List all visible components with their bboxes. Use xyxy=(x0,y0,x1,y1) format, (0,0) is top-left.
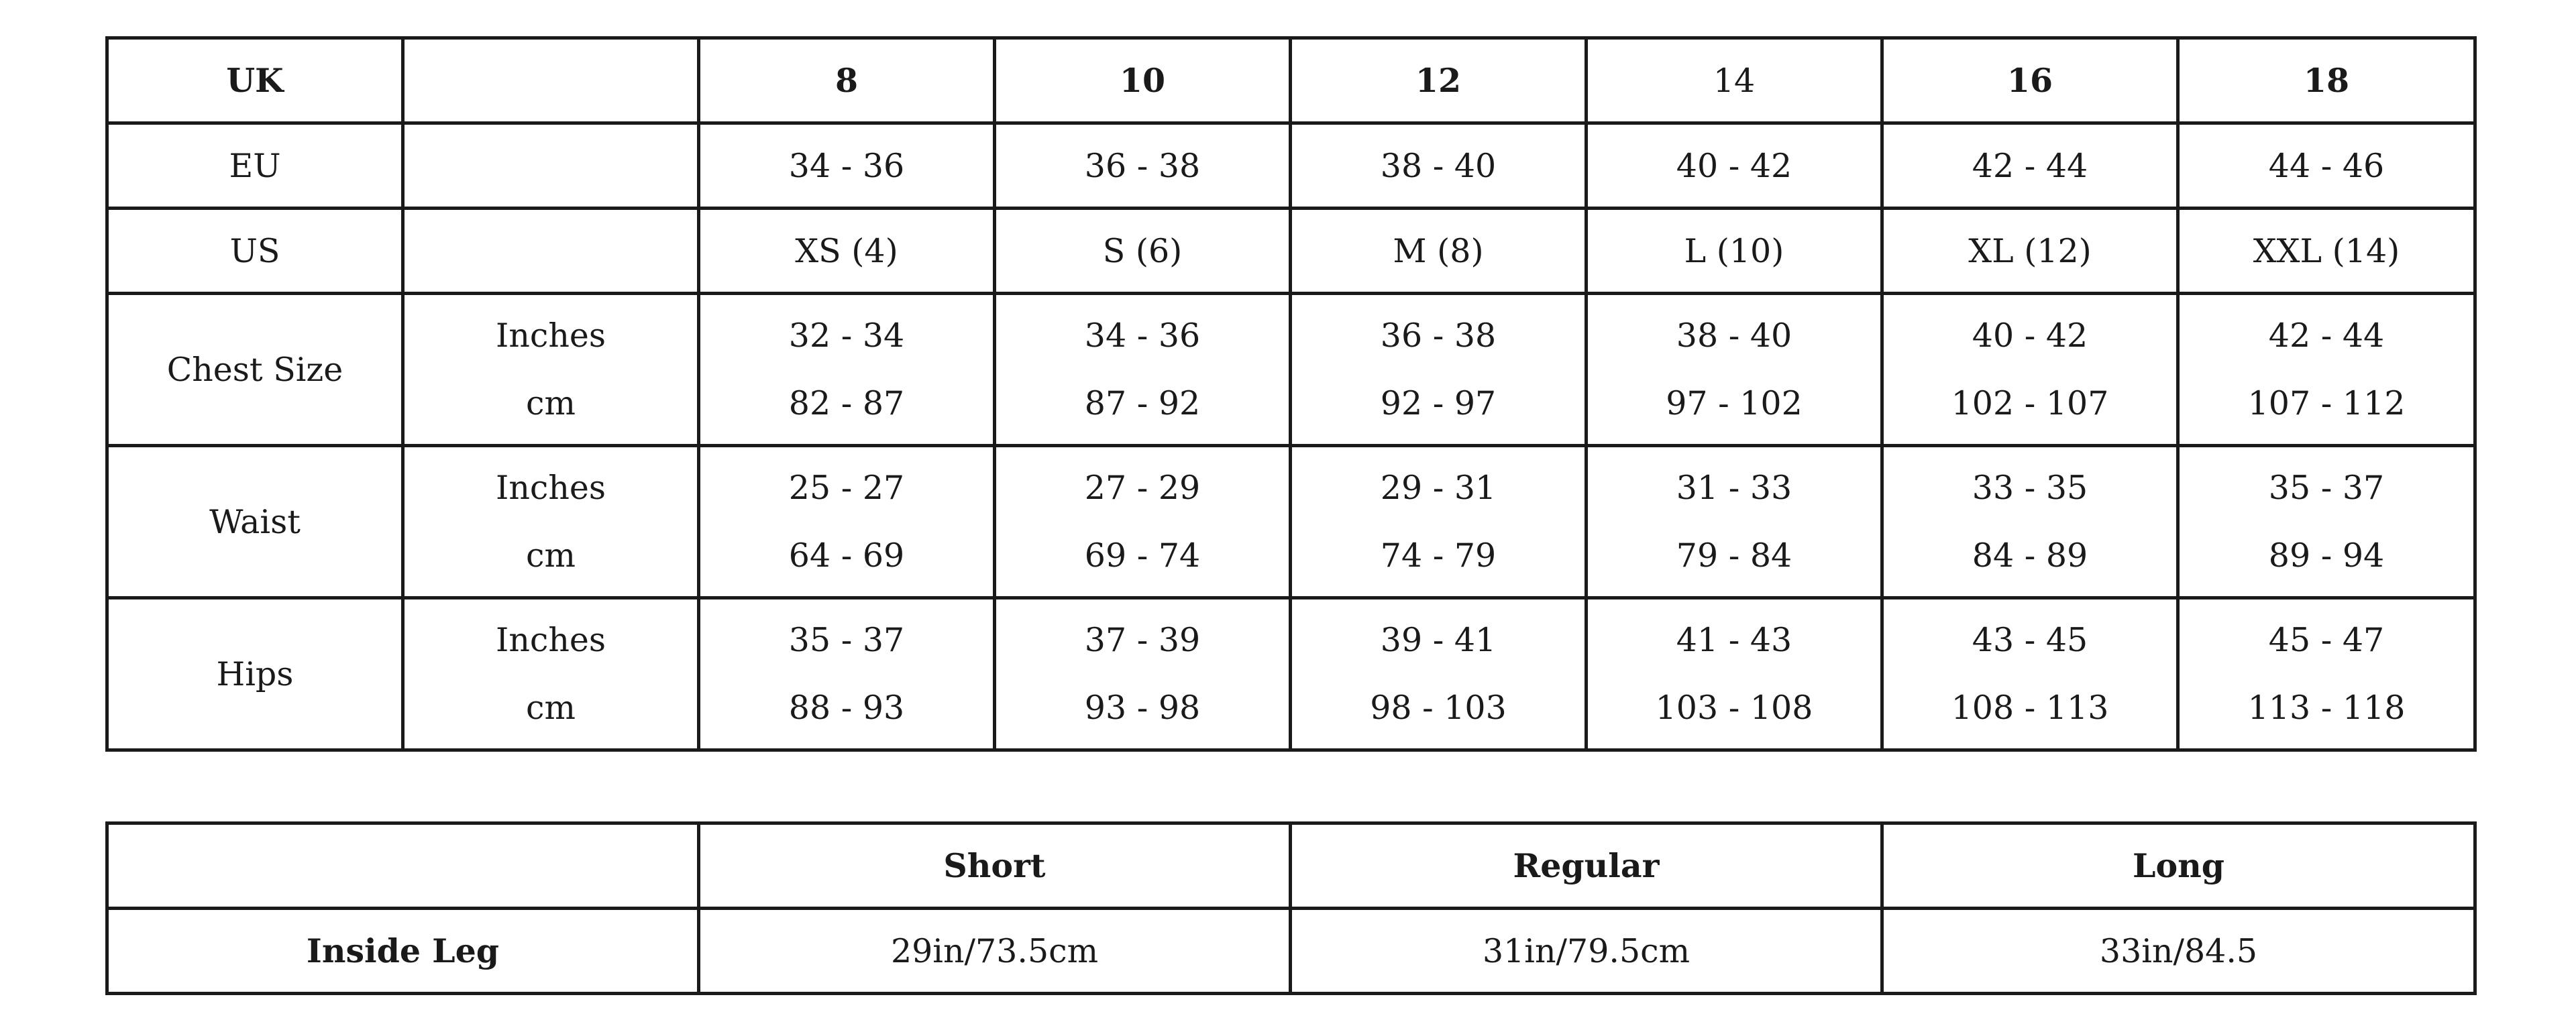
uk-size-8: 8 xyxy=(699,38,995,123)
cm-value: 107 - 112 xyxy=(2247,384,2406,422)
us-size-row xyxy=(107,209,2475,294)
cm-value: 97 - 102 xyxy=(1666,384,1803,422)
table-cell: 29in/73.5cm xyxy=(699,909,1291,994)
table-cell xyxy=(2178,294,2475,446)
leg-length-header-row xyxy=(107,823,2475,909)
inches-value: 34 - 36 xyxy=(1084,317,1201,355)
measurement-row xyxy=(107,598,2475,750)
inches-value: 39 - 41 xyxy=(1380,621,1497,659)
unit-cell xyxy=(403,446,699,598)
inches-value: 38 - 40 xyxy=(1676,317,1792,355)
unit-inches-label: Inches xyxy=(495,621,606,659)
unit-cell xyxy=(403,598,699,750)
inches-value: 40 - 42 xyxy=(1972,317,2088,355)
uk-size-18: 18 xyxy=(2178,38,2475,123)
inches-value: 37 - 39 xyxy=(1084,621,1201,659)
inches-value: 27 - 29 xyxy=(1084,469,1201,507)
leg-header-empty xyxy=(107,823,699,909)
unit-header xyxy=(403,38,699,123)
cm-value: 69 - 74 xyxy=(1084,536,1201,575)
table-cell xyxy=(1882,446,2178,598)
cm-value: 89 - 94 xyxy=(2268,536,2385,575)
table-cell: L (10) xyxy=(1587,209,1882,294)
unit-inches-label: Inches xyxy=(495,469,606,507)
cm-value: 88 - 93 xyxy=(788,689,905,727)
unit-cm-label: cm xyxy=(526,536,576,575)
cm-value: 108 - 113 xyxy=(1951,689,2109,727)
measurement-row xyxy=(107,446,2475,598)
unit-cm-label: cm xyxy=(526,384,576,422)
inches-value: 25 - 27 xyxy=(788,469,905,507)
table-cell: 34 - 36 xyxy=(699,123,995,209)
table-cell xyxy=(699,294,995,446)
inches-value: 41 - 43 xyxy=(1676,621,1792,659)
table-cell xyxy=(1882,294,2178,446)
table-cell: XS (4) xyxy=(699,209,995,294)
table-cell xyxy=(699,598,995,750)
table-cell: 40 - 42 xyxy=(1587,123,1882,209)
length-long: Long xyxy=(1882,823,2475,909)
uk-size-14: 14 xyxy=(1587,38,1882,123)
eu-label: EU xyxy=(107,123,403,209)
table-cell xyxy=(1882,598,2178,750)
table-cell xyxy=(1587,598,1882,750)
uk-size-12: 12 xyxy=(1291,38,1587,123)
inches-value: 36 - 38 xyxy=(1380,317,1497,355)
unit-cell xyxy=(403,294,699,446)
inches-value: 29 - 31 xyxy=(1380,469,1497,507)
table-cell xyxy=(1291,294,1587,446)
length-short: Short xyxy=(699,823,1291,909)
inches-value: 42 - 44 xyxy=(2268,317,2385,355)
inches-value: 32 - 34 xyxy=(788,317,905,355)
table-cell xyxy=(2178,598,2475,750)
table-cell xyxy=(1291,598,1587,750)
us-label: US xyxy=(107,209,403,294)
uk-size-row xyxy=(107,38,2475,123)
table-cell xyxy=(995,598,1291,750)
inside-leg-table xyxy=(105,821,2477,995)
table-cell: 44 - 46 xyxy=(2178,123,2475,209)
cm-value: 93 - 98 xyxy=(1084,689,1201,727)
table-cell xyxy=(1587,294,1882,446)
inches-value: 43 - 45 xyxy=(1972,621,2088,659)
cm-value: 92 - 97 xyxy=(1380,384,1497,422)
length-regular: Regular xyxy=(1291,823,1882,909)
unit-inches-label: Inches xyxy=(495,317,606,355)
eu-size-row xyxy=(107,123,2475,209)
cm-value: 74 - 79 xyxy=(1380,536,1497,575)
uk-size-10: 10 xyxy=(995,38,1291,123)
table-cell: XXL (14) xyxy=(2178,209,2475,294)
us-unit-cell xyxy=(403,209,699,294)
size-chart-table xyxy=(105,36,2477,752)
table-cell xyxy=(699,446,995,598)
cm-value: 102 - 107 xyxy=(1951,384,2109,422)
cm-value: 98 - 103 xyxy=(1370,689,1507,727)
table-cell: 31in/79.5cm xyxy=(1291,909,1882,994)
cm-value: 113 - 118 xyxy=(2247,689,2406,727)
measurement-label: Hips xyxy=(107,598,403,750)
inches-value: 35 - 37 xyxy=(2268,469,2385,507)
inside-leg-label: Inside Leg xyxy=(107,909,699,994)
eu-unit-cell xyxy=(403,123,699,209)
cm-value: 87 - 92 xyxy=(1084,384,1201,422)
cm-value: 103 - 108 xyxy=(1655,689,1813,727)
cm-value: 84 - 89 xyxy=(1972,536,2088,575)
table-cell: 36 - 38 xyxy=(995,123,1291,209)
inches-value: 33 - 35 xyxy=(1972,469,2088,507)
cm-value: 64 - 69 xyxy=(788,536,905,575)
table-cell: XL (12) xyxy=(1882,209,2178,294)
cm-value: 82 - 87 xyxy=(788,384,905,422)
table-cell xyxy=(2178,446,2475,598)
inches-value: 35 - 37 xyxy=(788,621,905,659)
inches-value: 31 - 33 xyxy=(1676,469,1792,507)
uk-label: UK xyxy=(107,38,403,123)
table-cell: 42 - 44 xyxy=(1882,123,2178,209)
inside-leg-row xyxy=(107,909,2475,994)
unit-cm-label: cm xyxy=(526,689,576,727)
measurement-row xyxy=(107,294,2475,446)
measurement-label: Waist xyxy=(107,446,403,598)
table-cell: S (6) xyxy=(995,209,1291,294)
table-cell xyxy=(995,294,1291,446)
table-cell: M (8) xyxy=(1291,209,1587,294)
table-cell xyxy=(1587,446,1882,598)
table-cell: 38 - 40 xyxy=(1291,123,1587,209)
uk-size-16: 16 xyxy=(1882,38,2178,123)
table-cell xyxy=(1291,446,1587,598)
measurement-label: Chest Size xyxy=(107,294,403,446)
table-cell xyxy=(995,446,1291,598)
table-cell: 33in/84.5 xyxy=(1882,909,2475,994)
cm-value: 79 - 84 xyxy=(1676,536,1792,575)
inches-value: 45 - 47 xyxy=(2268,621,2385,659)
